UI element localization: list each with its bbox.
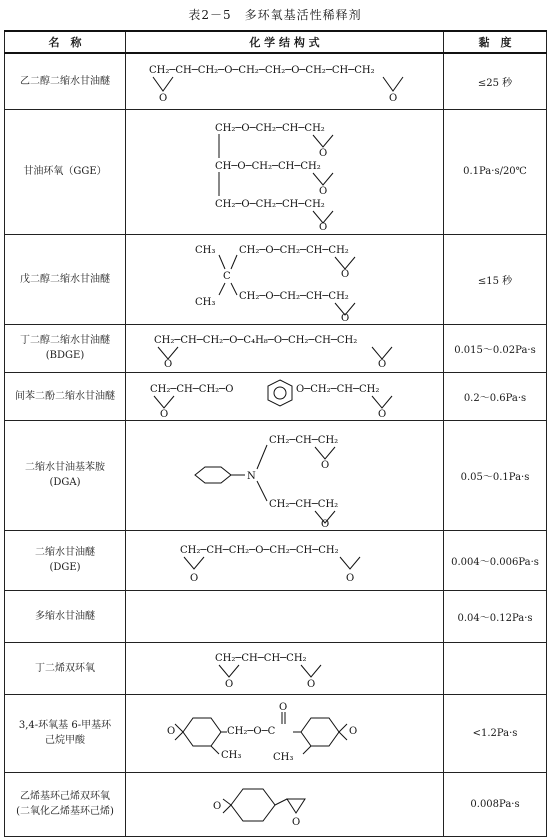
methyl-1: CH₃ <box>194 245 215 256</box>
compound-name <box>5 420 126 530</box>
header-structure: 化 学 结 构 式 <box>126 31 444 53</box>
carbonyl-oxygen: O <box>278 702 287 713</box>
chemical-structure <box>126 420 444 530</box>
viscosity-value: 0.015～0.02Pa·s <box>444 324 547 372</box>
epoxide-oxygen-1: O <box>189 573 198 584</box>
epoxide-oxygen-2: O <box>377 409 386 418</box>
compound-name <box>5 772 126 836</box>
structure-diagram <box>165 698 405 768</box>
viscosity-value: 0.008Pa·s <box>444 772 547 836</box>
header-viscosity: 黏 度 <box>444 31 547 53</box>
epoxide-oxygen-2: O <box>318 185 327 197</box>
compound-name: 丁二烯双环氧 <box>5 642 126 694</box>
formula-upper: CH₂─CH─CH₂ <box>268 435 338 446</box>
table-row <box>5 53 547 109</box>
epoxide-oxygen-2: O <box>377 359 386 369</box>
compound-name: 甘油环氧（GGE） <box>5 109 126 234</box>
name-line-1: 乙烯基环己烯双环氧 <box>20 791 110 802</box>
chemical-structure <box>126 642 444 694</box>
table-row <box>5 109 547 234</box>
epoxide-oxygen-right: O <box>291 817 300 828</box>
name-line-2: (DGA) <box>49 477 81 488</box>
viscosity-value: 0.1Pa·s/20℃ <box>444 109 547 234</box>
compound-name: 间苯二酚二缩水甘油醚 <box>5 372 126 420</box>
epoxide-oxygen-1: O <box>224 679 233 690</box>
structure-diagram <box>135 57 435 105</box>
name-line-2: (DGE) <box>49 562 81 573</box>
viscosity-value: ≤15 秒 <box>444 234 547 324</box>
compound-name <box>5 694 126 772</box>
chemical-structure <box>126 234 444 324</box>
name-line-1: 3,4-环氧基 6-甲基环 <box>18 720 112 731</box>
viscosity-value: <1.2Pa·s <box>444 694 547 772</box>
structure-diagram <box>170 535 400 585</box>
table-row <box>5 234 547 324</box>
nitrogen-atom: N <box>246 471 256 482</box>
name-line-1: 二缩水甘油醚 <box>35 547 95 558</box>
formula-line-1: CH₂─O─CH₂─CH─CH₂ <box>214 122 325 134</box>
formula-main: CH₂─CH─CH₂─O─CH₂─CH─CH₂ <box>179 545 339 556</box>
viscosity-value: 0.05～0.1Pa·s <box>444 420 547 530</box>
diluents-table <box>4 30 547 837</box>
structure-diagram <box>175 423 395 527</box>
table-row <box>5 324 547 372</box>
epoxide-oxygen-1: O <box>158 93 167 105</box>
epoxide-oxygen-2: O <box>388 93 397 105</box>
table-row <box>5 642 547 694</box>
epoxide-oxygen-1: O <box>159 409 168 418</box>
formula-line-2: CH─O─CH₂─CH─CH₂ <box>214 160 321 172</box>
structure-diagram <box>185 237 385 321</box>
table-caption: 表2－5 多环氧基活性稀释剂 <box>188 8 362 22</box>
formula-main: CH₂─CH─CH─CH₂ <box>214 653 307 664</box>
epoxide-oxygen-2: O <box>345 573 354 584</box>
viscosity-value: 0.004～0.006Pa·s <box>444 530 547 590</box>
table-row <box>5 694 547 772</box>
chemical-structure <box>126 590 444 642</box>
viscosity-value <box>444 642 547 694</box>
epoxide-oxygen-1: O <box>318 147 327 159</box>
epoxide-oxygen-3: O <box>318 221 327 231</box>
epoxide-oxygen-1: O <box>340 269 349 280</box>
name-line-2: (二氧化乙烯基环己烯) <box>16 806 114 817</box>
quaternary-carbon: C <box>222 271 231 282</box>
compound-name <box>5 530 126 590</box>
structure-diagram <box>205 775 365 833</box>
epoxide-oxygen-1: O <box>320 460 329 471</box>
formula-right: O─CH₂─CH─CH₂ <box>295 384 379 395</box>
formula-line-2: CH₂─O─CH₂─CH─CH₂ <box>238 291 349 302</box>
epoxide-oxygen-1: O <box>163 359 172 369</box>
compound-name: 多缩水甘油醚 <box>5 590 126 642</box>
table-row <box>5 372 547 420</box>
table-row <box>5 590 547 642</box>
epoxide-oxygen-2: O <box>340 313 349 321</box>
methyl-left: CH₃ <box>220 750 241 761</box>
viscosity-value: 0.2～0.6Pa·s <box>444 372 547 420</box>
compound-name: 乙二醇二缩水甘油醚 <box>5 53 126 109</box>
formula-line-3: CH₂─O─CH₂─CH─CH₂ <box>214 198 325 210</box>
compound-name <box>5 324 126 372</box>
viscosity-value: 0.04～0.12Pa·s <box>444 590 547 642</box>
chemical-structure <box>126 53 444 109</box>
name-line-2: 己烷甲酸 <box>45 735 85 746</box>
ester-linkage: CH₂─O─C <box>226 726 275 737</box>
name-line-2: (BDGE) <box>45 350 85 361</box>
epoxide-oxygen-2: O <box>306 679 315 690</box>
name-line-1: 二缩水甘油基苯胺 <box>25 462 105 473</box>
epoxide-oxygen-left: O <box>212 801 221 812</box>
name-line-1: 丁二醇二缩水甘油醚 <box>20 335 110 346</box>
chemical-structure <box>126 324 444 372</box>
structure-diagram <box>195 113 375 231</box>
formula-main: CH₂─CH─CH₂─O─CH₂─CH₂─O─CH₂─CH─CH₂ <box>148 65 375 77</box>
table-row <box>5 420 547 530</box>
epoxide-oxygen-right: O <box>348 726 357 737</box>
chemical-structure <box>126 372 444 420</box>
header-name: 名 称 <box>5 31 126 53</box>
structure-diagram <box>140 374 430 418</box>
table-row <box>5 772 547 836</box>
formula-main: CH₂─CH─CH₂─O─C₄H₈─O─CH₂─CH─CH₂ <box>153 335 357 346</box>
chemical-structure <box>126 772 444 836</box>
structure-diagram <box>140 327 430 369</box>
chemical-structure <box>126 694 444 772</box>
chemical-structure <box>126 109 444 234</box>
compound-name: 戊二醇二缩水甘油醚 <box>5 234 126 324</box>
formula-lower: CH₂─CH─CH₂ <box>268 499 338 510</box>
header-row <box>5 31 547 53</box>
table-row <box>5 530 547 590</box>
methyl-right: CH₃ <box>272 752 293 763</box>
methyl-2: CH₃ <box>194 297 215 308</box>
structure-diagram <box>205 645 365 691</box>
epoxide-oxygen-left: O <box>166 726 175 737</box>
epoxide-oxygen-2: O <box>320 519 329 527</box>
viscosity-value: ≤25 秒 <box>444 53 547 109</box>
chemical-structure <box>126 530 444 590</box>
formula-line-1: CH₂─O─CH₂─CH─CH₂ <box>238 245 349 256</box>
formula-left: CH₂─CH─CH₂─O <box>149 384 233 395</box>
